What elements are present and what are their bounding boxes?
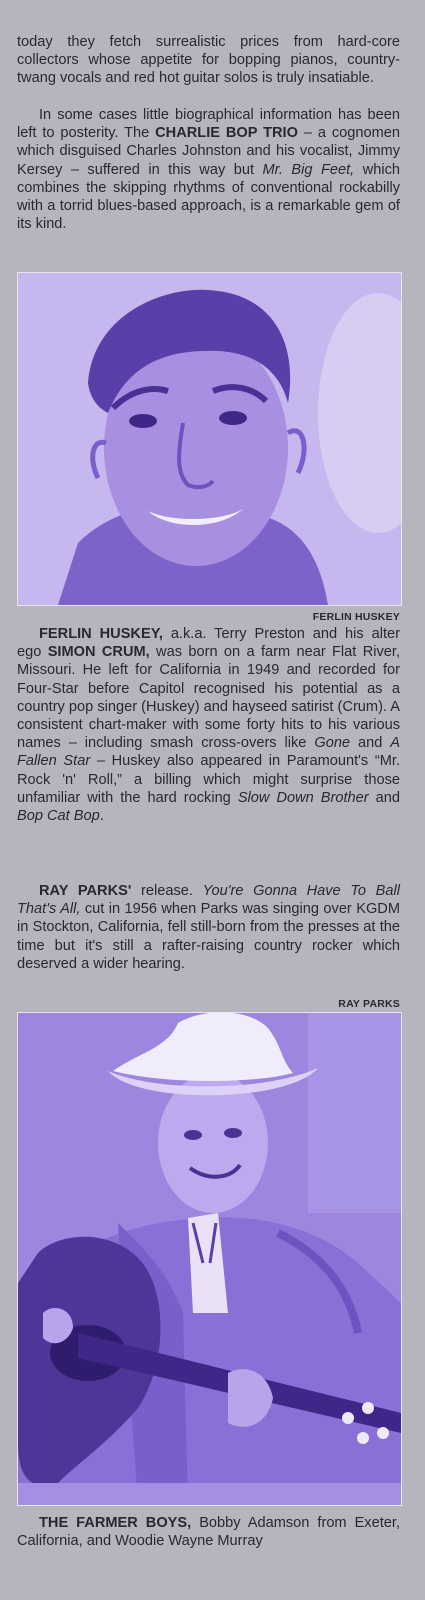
ferlin-text-4: – Huskey also appeared in Paramount's “Mr. Rock 'n' Roll,” a billing which might surprise those unfamiliar with the hard rocking [17,753,401,806]
song-a-fallen-star: A Fallen Star [17,735,400,770]
charlie-text-2: – a cognomen which disguised Charles Johnston and his vocalist, Jimmy Kersey – suffered in this way but [17,125,400,178]
ray-parks-photo [17,1012,402,1506]
ferlin-text-1: a.k.a. Terry Preston and his alter ego [17,626,401,661]
song-bop-cat-bop: Bop Cat Bop [17,808,100,825]
ferlin-text-2: was born on a farm near Flat River, Missouri. He left for California in 1949 and recorded for Four-Star before Capitol recognised his potential as a country pop singer (Huskey) and hayseed satirist (Crum). A consistent chart-maker with some forty hits to his various names – including smash cross-overs like [17,644,400,752]
intro-text: today they fetch surrealistic prices from hard-core collectors whose appetite for bopping pianos, country-twang vocals and red hot guitar solos is truly insatiable. [17,34,400,87]
intro-paragraph [17,33,400,88]
simon-crum-name: SIMON CRUM, [47,644,150,661]
farmer-text-1: Bobby Adamson from Exeter, California, and Woodie Wayne Murray [17,1515,401,1550]
ferlin-text-3: and [350,735,391,752]
ferlin-huskey-paragraph [17,625,400,825]
farmer-boys-paragraph [17,1514,400,1550]
song-mr-big-feet: Mr. Big Feet, [262,161,355,178]
song-slow-down-brother: Slow Down Brother [237,789,369,806]
song-youre-gonna-have-to-ball: You're Gonna Have To Ball That's All, [17,883,400,918]
charlie-bop-paragraph [17,106,400,233]
ferlin-huskey-photo [17,272,402,606]
charlie-text-1: In some cases little biographical information has been left to posterity. The [17,107,400,142]
ray-parks-name: RAY PARKS' [39,883,132,899]
ray-parks-caption: RAY PARKS [338,998,400,1010]
ray-parks-portrait [18,1013,401,1505]
ferlin-huskey-name: FERLIN HUSKEY, [39,626,163,642]
ray-parks-paragraph [17,882,400,973]
ray-text-1: release. [131,883,203,899]
song-gone: Gone [314,735,351,752]
ray-text-2: cut in 1956 when Parks was singing over KGDM in Stockton, California, fell still-born from the presses at the time but it's still a rafter-raising country rocker which deserved a wider hearing. [17,901,400,972]
ferlin-huskey-portrait [18,273,401,605]
ferlin-huskey-caption: FERLIN HUSKEY [312,611,400,623]
ferlin-text-6: . [99,808,104,825]
charlie-text-3: which combines the skipping rhythms of conventional rockabilly with a torrid blues-based approach, is a remarkable gem of its kind. [17,161,400,233]
ferlin-text-5: and [368,789,400,806]
charlie-bop-trio-name: CHARLIE BOP TRIO [155,125,298,142]
farmer-boys-name: THE FARMER BOYS, [39,1515,192,1531]
